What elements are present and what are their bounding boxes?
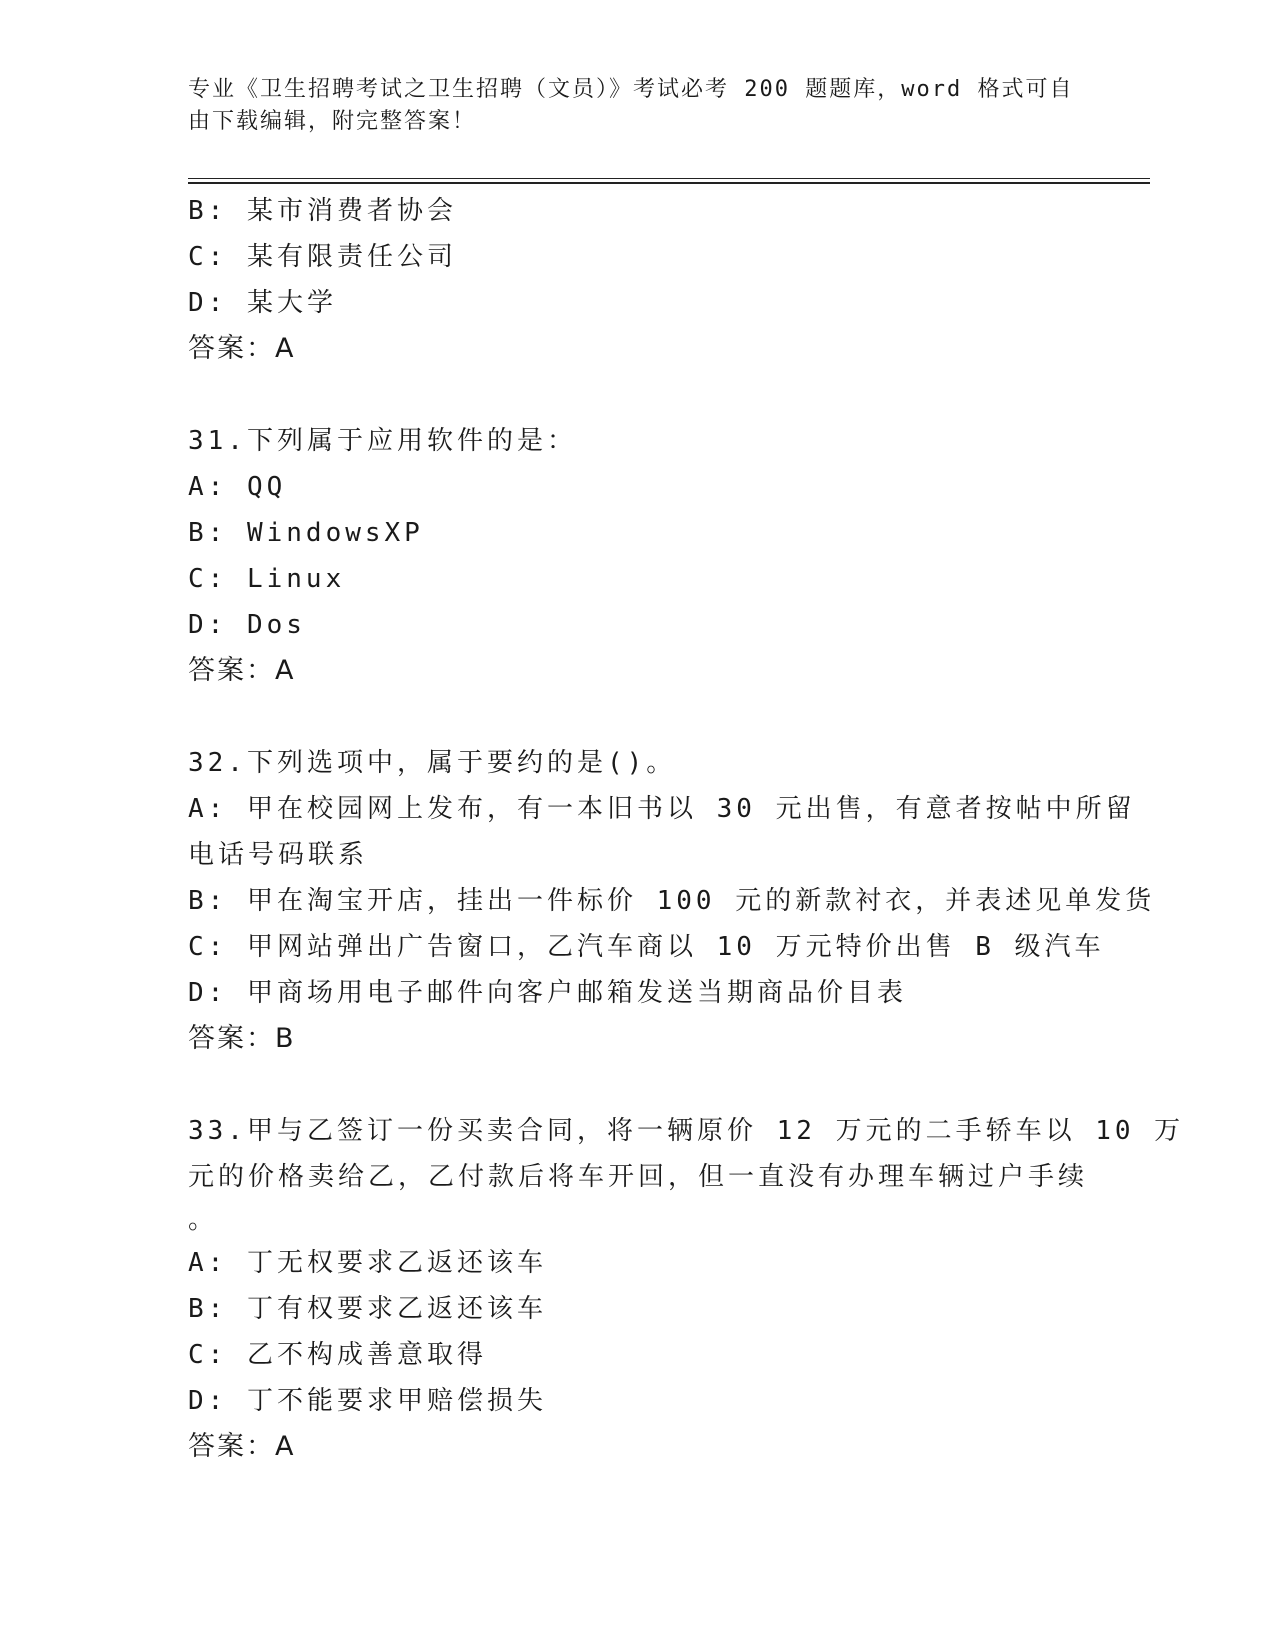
answer-label: 答案：A — [188, 1431, 296, 1462]
option-c: C: 甲网站弹出广告窗口，乙汽车商以 10 万元特价出售 B 级汽车 — [188, 932, 1105, 962]
header-line-2: 由下载编辑，附完整答案！ — [188, 109, 477, 134]
question-30-tail — [188, 188, 1088, 372]
question-stem-line-2: 元的价格卖给乙，乙付款后将车开回，但一直没有办理车辆过户手续 — [188, 1162, 1089, 1192]
option-b: B: 丁有权要求乙返还该车 — [188, 1294, 547, 1324]
option-a-line-2: 电话号码联系 — [188, 840, 369, 870]
option-a: A: 丁无权要求乙返还该车 — [188, 1248, 547, 1278]
spacer — [188, 1062, 1088, 1108]
question-31 — [188, 418, 1088, 694]
answer-label: 答案：A — [188, 655, 296, 686]
option-a: A: QQ — [188, 472, 287, 502]
option-d: D: Dos — [188, 610, 306, 640]
header-line-1: 专业《卫生招聘考试之卫生招聘（文员）》考试必考 200 题题库，word 格式可自 — [188, 77, 1074, 102]
question-32 — [188, 740, 1156, 1062]
document-header — [188, 74, 1088, 138]
answer-label: 答案：A — [188, 333, 296, 364]
question-stem-line-3: 。 — [188, 1205, 215, 1235]
spacer — [188, 372, 1088, 418]
option-b: B: WindowsXP — [188, 518, 424, 548]
question-stem: 31.下列属于应用软件的是： — [188, 426, 577, 456]
option-d: D: 甲商场用电子邮件向客户邮箱发送当期商品价目表 — [188, 978, 907, 1008]
answer-label: 答案：B — [188, 1023, 296, 1054]
option-d: D: 丁不能要求甲赔偿损失 — [188, 1386, 547, 1416]
option-c: C: 某有限责任公司 — [188, 242, 457, 272]
option-b: B: 甲在淘宝开店，挂出一件标价 100 元的新款衬衣，并表述见单发货 — [188, 886, 1156, 916]
question-33 — [188, 1108, 1185, 1470]
option-a-line-1: A: 甲在校园网上发布，有一本旧书以 30 元出售，有意者按帖中所留 — [188, 794, 1136, 824]
header-divider-thick — [188, 182, 1150, 184]
option-d: D: 某大学 — [188, 288, 337, 318]
question-content — [188, 188, 1185, 1470]
option-b: B: 某市消费者协会 — [188, 196, 457, 226]
spacer — [188, 694, 1088, 740]
option-c: C: 乙不构成善意取得 — [188, 1340, 487, 1370]
header-divider-thin — [188, 178, 1150, 179]
question-stem: 32.下列选项中，属于要约的是()。 — [188, 748, 677, 778]
option-c: C: Linux — [188, 564, 346, 594]
question-stem-line-1: 33.甲与乙签订一份买卖合同，将一辆原价 12 万元的二手轿车以 10 万 — [188, 1116, 1185, 1146]
